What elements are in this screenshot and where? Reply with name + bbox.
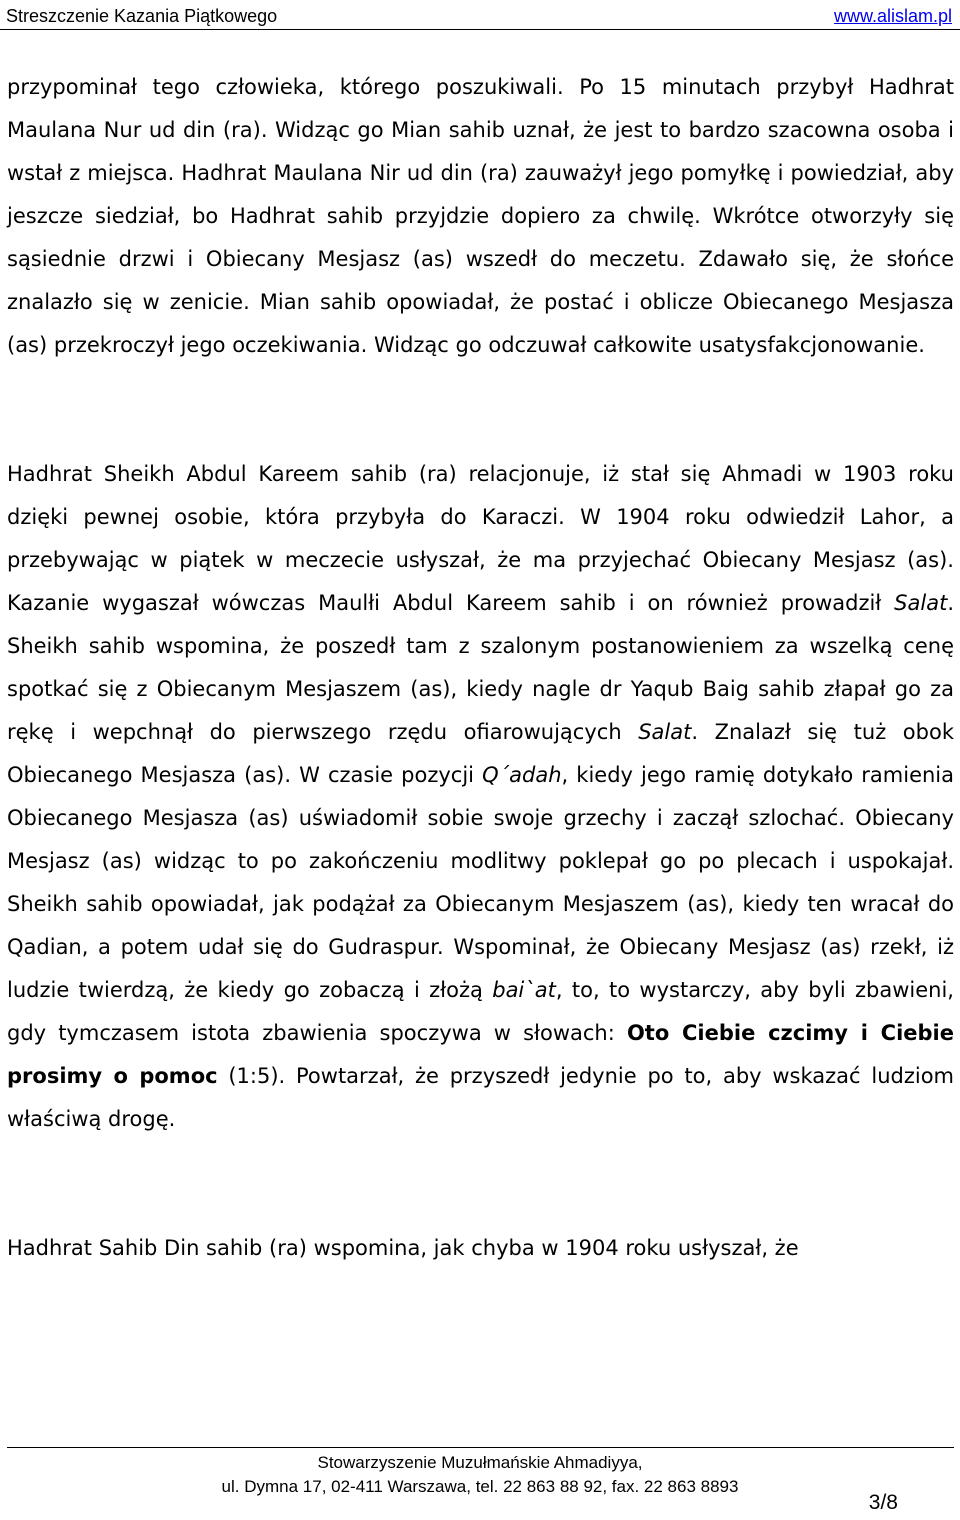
term-baiat: bai`at bbox=[492, 978, 556, 1002]
page-number: 3/8 bbox=[868, 1491, 898, 1514]
paragraph-3: Hadhrat Sahib Din sahib (ra) wspomina, jak chyba w 1904 roku usłyszał, że bbox=[7, 1236, 799, 1260]
term-qadah: Q´adah bbox=[482, 763, 562, 787]
footer-divider bbox=[7, 1447, 954, 1448]
header-title: Streszczenie Kazania Piątkowego bbox=[6, 6, 278, 26]
paragraph-2: Hadhrat Sheikh Abdul Kareem sahib (ra) relacjonuje, iż stał się Ahmadi w 1903 roku dzięki pewnej osobie, która przybyła do Karaczi. W 1904 roku odwiedził Lahor, a przebywając w piątek w meczecie usłyszał, że ma przyjechać Obiecany Mesjasz (as). Kazanie wygaszał wówczas Maulłi Abdul Kareem sahib i on również prowadził Salat. Sheikh sahib wspomina, że poszedł tam z szalonym postanowieniem za wszelką cenę spotkać się z Obiecanym Mesjaszem (as), kiedy nagle dr Yaqub Baig sahib złapał go za rękę i wepchnął do pierwszego rzędu ofiarowujących Salat. Znalazł się tuż obok Obiecanego Mesjasza (as). W czasie pozycji Q´adah, kiedy jego ramię dotykało ramienia Obiecanego Mesjasza (as) uświadomił sobie swoje grzechy i zaczął szlochać. Obiecany Mesjasz (as) widząc to po zakończeniu modlitwy poklepał go po plecach i uspokajał. Sheikh sahib opowiadał, jak podążał za Obiecanym Mesjaszem (as), kiedy ten wracał do Qadian, a potem udał się do Gudraspur. Wspominał, że Obiecany Mesjasz (as) rzekł, iż ludzie twierdzą, że kiedy go zobaczą i złożą bai`at, to, to wystarczy, aby byli zbawieni, gdy tymczasem istota zbawienia spoczywa w słowach: Oto Ciebie czcimy i Ciebie prosimy o pomoc (1:5). Powtarzał, że przyszedł jedynie po to, aby wskazać ludziom właściwą drogę. bbox=[7, 462, 954, 1131]
website-link[interactable]: www.alislam.pl bbox=[833, 6, 952, 26]
footer-organization: Stowarzyszenie Muzułmańskie Ahmadiyya, bbox=[317, 1453, 643, 1472]
term-salat: Salat bbox=[638, 720, 692, 744]
page-header bbox=[0, 0, 960, 32]
quote-bold: Oto Ciebie czcimy i Ciebie prosimy o pomoc bbox=[7, 1021, 954, 1088]
document-body bbox=[7, 66, 954, 1270]
footer-address: ul. Dymna 17, 02-411 Warszawa, tel. 22 863 88 92, fax. 22 863 8893 bbox=[221, 1477, 739, 1496]
term-salat: Salat bbox=[894, 591, 948, 615]
paragraph-1: przypominał tego człowieka, którego poszukiwali. Po 15 minutach przybył Hadhrat Maulana Nur ud din (ra). Widząc go Mian sahib uznał, że jest to bardzo szacowna osoba i wstał z miejsca. Hadhrat Maulana Nir ud din (ra) zauważył jego pomyłkę i powiedział, aby jeszcze siedział, bo Hadhrat sahib przyjdzie dopiero za chwilę. Wkrótce otworzyły się sąsiednie drzwi i Obiecany Mesjasz (as) wszedł do meczetu. Zdawało się, że słońce znalazło się w zenicie. Mian sahib opowiadał, że postać i oblicze Obiecanego Mesjasza (as) przekroczył jego oczekiwania. Widząc go odczuwał całkowite usatysfakcjonowanie. bbox=[7, 75, 954, 357]
header-divider bbox=[0, 29, 960, 30]
page-footer bbox=[0, 1451, 960, 1499]
